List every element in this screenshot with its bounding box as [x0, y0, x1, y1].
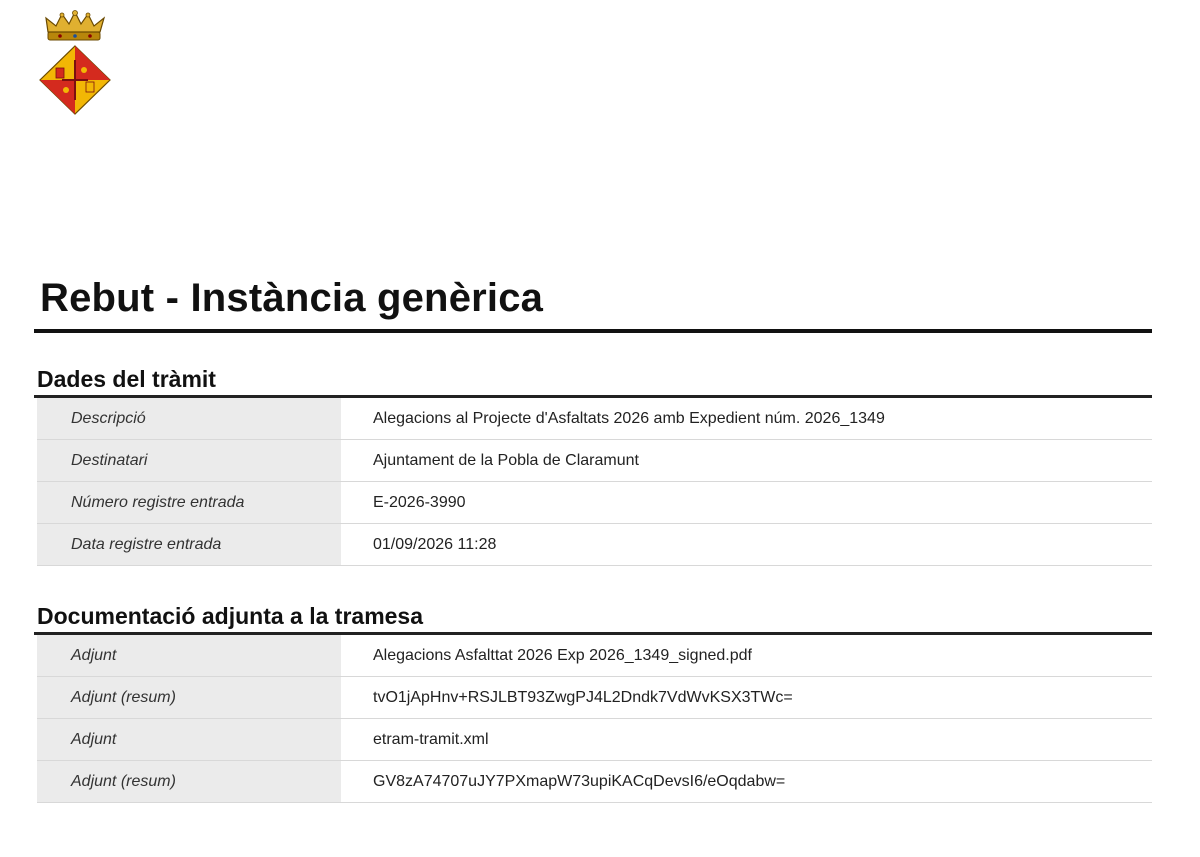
table-row — [37, 719, 1152, 761]
section-documentacio-adjunta — [34, 601, 1152, 803]
row-label: Adjunt — [37, 719, 341, 760]
table-row — [37, 761, 1152, 803]
row-label: Adjunt (resum) — [37, 677, 341, 718]
table-row — [37, 440, 1152, 482]
row-value: Ajuntament de la Pobla de Claramunt — [373, 452, 639, 469]
row-label: Adjunt — [37, 635, 341, 676]
shield-icon — [40, 46, 110, 114]
row-label: Adjunt (resum) — [37, 761, 341, 802]
attachments-table — [34, 635, 1152, 803]
table-row — [37, 677, 1152, 719]
table-row — [37, 524, 1152, 566]
section-heading: Dades del tràmit — [37, 366, 216, 392]
row-label: Destinatari — [37, 440, 341, 481]
details-table — [34, 398, 1152, 566]
row-label: Número registre entrada — [37, 482, 341, 523]
attachment-hash: GV8zA74707uJY7PXmapW73upiKACqDevsI6/eOqdabw= — [373, 773, 786, 790]
attachment-hash: tvO1jApHnv+RSJLBT93ZwgPJ4L2Dndk7VdWvKSX3TWc= — [373, 689, 793, 706]
attachment-filename: etram-tramit.xml — [373, 731, 489, 748]
section-dades-tramit — [34, 364, 1152, 566]
row-label: Data registre entrada — [37, 524, 341, 565]
row-value: Alegacions al Projecte d'Asfaltats 2026 amb Expedient núm. 2026_1349 — [373, 410, 885, 427]
section-heading: Documentació adjunta a la tramesa — [37, 603, 424, 629]
row-value: 01/09/2026 11:28 — [373, 536, 497, 553]
row-value: E-2026-3990 — [373, 494, 466, 511]
table-row — [37, 482, 1152, 524]
attachment-filename: Alegacions Asfalttat 2026 Exp 2026_1349_signed.pdf — [373, 647, 752, 664]
row-label: Descripció — [37, 398, 341, 439]
crown-icon — [46, 11, 104, 41]
table-row — [37, 398, 1152, 440]
page-title: Rebut - Instància genèrica — [40, 276, 544, 320]
table-row — [37, 635, 1152, 677]
title-divider — [34, 329, 1152, 333]
coat-of-arms-icon — [36, 8, 114, 118]
